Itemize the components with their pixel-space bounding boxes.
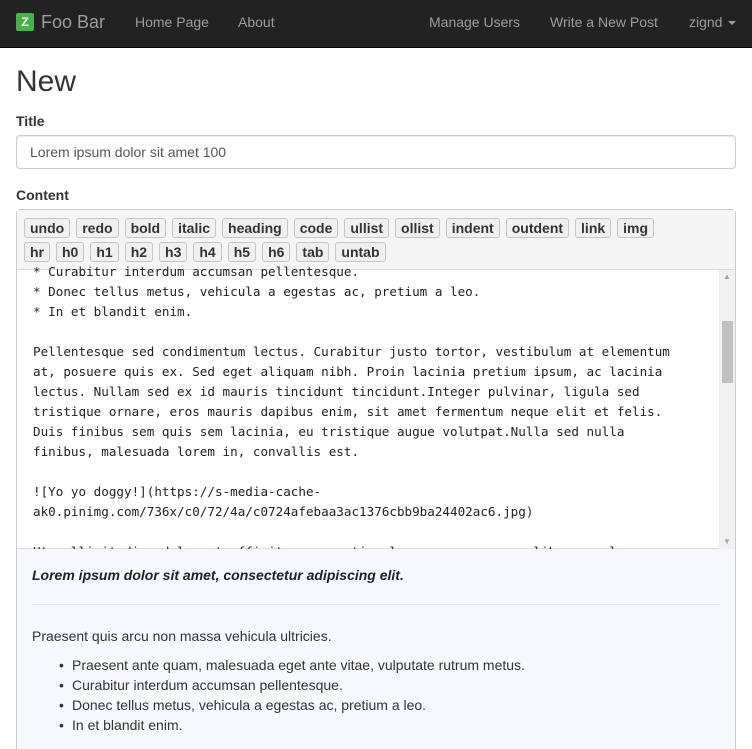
toolbar-h0-button[interactable]: h0 bbox=[56, 242, 84, 262]
brand-name: Foo Bar bbox=[41, 11, 106, 32]
editor-line: * Curabitur interdum accumsan pellentesque. bbox=[33, 264, 360, 279]
toolbar-h1-button[interactable]: h1 bbox=[90, 242, 118, 262]
brand-logo-icon: Z bbox=[16, 13, 34, 31]
toolbar-untab-button[interactable]: untab bbox=[335, 242, 385, 262]
toolbar-code-button[interactable]: code bbox=[294, 218, 339, 238]
navbar bbox=[0, 0, 752, 48]
toolbar-hr-button[interactable]: hr bbox=[24, 242, 50, 262]
editor-line: * In et blandit enim. bbox=[33, 304, 193, 319]
toolbar-italic-button[interactable]: italic bbox=[172, 218, 216, 238]
preview-lead: Lorem ipsum dolor sit amet, consectetur adipiscing elit. bbox=[32, 567, 404, 583]
toolbar-tab-button[interactable]: tab bbox=[296, 242, 329, 262]
markdown-preview bbox=[17, 549, 735, 749]
editor-line: tristique ornare, eros mauris dapibus enim, sit amet fermentum neque elit et felis. bbox=[33, 404, 663, 419]
preview-list-item: • Praesent ante quam, malesuada eget ante vitae, vulputate rutrum metus. bbox=[59, 655, 525, 675]
editor-line: Pellentesque sed condimentum lectus. Curabitur justo tortor, vestibulum at elementum bbox=[33, 344, 670, 359]
preview-paragraph: Praesent quis arcu non massa vehicula ultricies. bbox=[32, 628, 332, 644]
preview-list bbox=[59, 655, 525, 735]
toolbar-row-2 bbox=[24, 242, 392, 262]
editor-line bbox=[33, 462, 723, 482]
toolbar-h4-button[interactable]: h4 bbox=[193, 242, 221, 262]
preview-divider bbox=[32, 604, 720, 605]
content-label: Content bbox=[16, 187, 69, 203]
user-menu-dropdown[interactable] bbox=[689, 14, 736, 30]
editor-line: Duis finibus sem quis sem lacinia, eu tristique augue volutpat.Nulla sed nulla bbox=[33, 424, 625, 439]
toolbar-h2-button[interactable]: h2 bbox=[125, 242, 153, 262]
toolbar-outdent-button[interactable]: outdent bbox=[506, 218, 569, 238]
editor-line: finibus, malesuada lorem in, convallis est. bbox=[33, 444, 360, 459]
preview-list-item: • Curabitur interdum accumsan pellentesque. bbox=[59, 675, 525, 695]
toolbar-heading-button[interactable]: heading bbox=[222, 218, 288, 238]
editor-line: * Donec tellus metus, vehicula a egestas ac, pretium a leo. bbox=[33, 284, 481, 299]
toolbar-link-button[interactable]: link bbox=[575, 218, 611, 238]
caret-down-icon bbox=[728, 21, 736, 25]
user-name: zignd bbox=[689, 14, 723, 30]
title-input[interactable] bbox=[16, 135, 736, 169]
toolbar-ollist-button[interactable]: ollist bbox=[395, 218, 440, 238]
preview-list-item: • In et blandit enim. bbox=[59, 715, 525, 735]
toolbar-bold-button[interactable]: bold bbox=[125, 218, 167, 238]
preview-list-item: • Donec tellus metus, vehicula a egestas ac, pretium a leo. bbox=[59, 695, 525, 715]
title-label: Title bbox=[16, 113, 45, 129]
scroll-up-icon[interactable]: ▲ bbox=[723, 272, 731, 281]
nav-write-new-post[interactable]: Write a New Post bbox=[550, 14, 658, 30]
toolbar-h3-button[interactable]: h3 bbox=[159, 242, 187, 262]
markdown-editor bbox=[16, 209, 736, 749]
brand-link[interactable] bbox=[16, 11, 105, 33]
content-textarea[interactable] bbox=[17, 264, 735, 549]
editor-line: ak0.pinimg.com/736x/c0/72/4a/c0724afebaa3ac1376cbb9ba24402ac6.jpg) bbox=[33, 504, 534, 519]
nav-manage-users[interactable]: Manage Users bbox=[429, 14, 521, 30]
scrollbar-thumb[interactable] bbox=[722, 321, 733, 383]
toolbar-ullist-button[interactable]: ullist bbox=[344, 218, 389, 238]
toolbar-redo-button[interactable]: redo bbox=[76, 218, 118, 238]
editor-line bbox=[33, 322, 723, 342]
editor-toolbar bbox=[17, 210, 735, 270]
content-text bbox=[33, 262, 723, 562]
nav-about[interactable]: About bbox=[238, 14, 275, 30]
nav-home-page[interactable]: Home Page bbox=[135, 14, 209, 30]
editor-line: lectus. Nullam sed ex id mauris tincidunt tincidunt.Integer pulvinar, ligula sed bbox=[33, 384, 640, 399]
editor-line: ![Yo yo doggy!](https://s-media-cache- bbox=[33, 484, 322, 499]
page-title: New bbox=[16, 65, 77, 98]
toolbar-indent-button[interactable]: indent bbox=[446, 218, 500, 238]
textarea-scrollbar[interactable] bbox=[719, 270, 735, 549]
editor-line bbox=[33, 522, 723, 542]
toolbar-row-1 bbox=[24, 218, 660, 238]
toolbar-undo-button[interactable]: undo bbox=[24, 218, 70, 238]
editor-line: at, posuere quis ex. Sed eget aliquam nibh. Proin lacinia pretium ipsum, ac lacinia bbox=[33, 364, 663, 379]
scroll-down-icon[interactable]: ▼ bbox=[723, 537, 731, 546]
toolbar-h5-button[interactable]: h5 bbox=[228, 242, 256, 262]
toolbar-img-button[interactable]: img bbox=[617, 218, 654, 238]
toolbar-h6-button[interactable]: h6 bbox=[262, 242, 290, 262]
